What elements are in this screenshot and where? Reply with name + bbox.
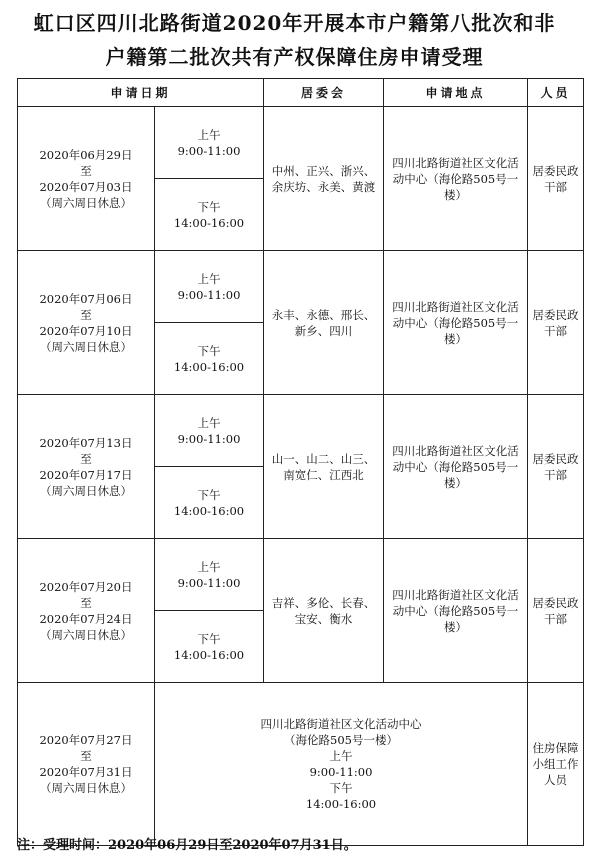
date-to: 2020年07月03日	[39, 179, 133, 194]
morning-label: 上午	[197, 271, 221, 286]
location-cell: 四川北路街道社区文化活动中心（海伦路505号一楼）	[384, 251, 528, 395]
header-date: 申请日期	[18, 79, 264, 107]
header-location: 申请地点	[384, 79, 528, 107]
date-to-word: 至	[80, 163, 92, 178]
location-cell: 四川北路街道社区文化活动中心（海伦路505号一楼）	[384, 107, 528, 251]
table-row	[18, 395, 584, 467]
afternoon-label: 下午	[197, 487, 221, 502]
morning-slot	[155, 107, 264, 179]
committee-cell: 吉祥、多伦、长春、宝安、衡水	[264, 539, 384, 683]
date-to-word: 至	[80, 451, 92, 466]
afternoon-time: 14:00-16:00	[173, 215, 245, 230]
date-note: （周六周日休息）	[40, 627, 132, 642]
date-from: 2020年07月20日	[39, 579, 133, 594]
date-to: 2020年07月17日	[39, 467, 133, 482]
morning-slot	[155, 251, 264, 323]
morning-time: 9:00-11:00	[177, 143, 241, 158]
morning-label: 上午	[197, 415, 221, 430]
location-cell: 四川北路街道社区文化活动中心（海伦路505号一楼）	[384, 539, 528, 683]
date-range-cell	[18, 107, 155, 251]
table-row	[18, 539, 584, 611]
afternoon-slot	[155, 467, 264, 539]
date-range-cell	[18, 251, 155, 395]
date-to: 2020年07月31日	[39, 765, 133, 779]
afternoon-slot	[155, 323, 264, 395]
table-row	[18, 683, 584, 846]
date-range-cell	[18, 683, 155, 846]
morning-slot	[155, 395, 264, 467]
date-from: 2020年07月27日	[39, 733, 133, 747]
afternoon-time: 14:00-16:00	[305, 797, 377, 811]
date-from: 2020年07月13日	[39, 435, 133, 450]
afternoon-label: 下午	[329, 781, 353, 795]
staff-cell: 住房保障小组工作人员	[528, 683, 584, 846]
title-line-2: 户籍第二批次共有产权保障住房申请受理	[105, 45, 484, 69]
afternoon-label: 下午	[197, 199, 221, 214]
merged-location-time-cell	[155, 683, 528, 846]
morning-label: 上午	[197, 559, 221, 574]
document-title	[0, 6, 589, 74]
footnote: 注：受理时间：2020年06月29日至2020年07月31日。	[17, 838, 357, 853]
afternoon-time: 14:00-16:00	[173, 359, 245, 374]
header-committee: 居委会	[264, 79, 384, 107]
morning-time: 9:00-11:00	[177, 431, 241, 446]
date-note: （周六周日休息）	[40, 195, 132, 210]
table-row	[18, 251, 584, 323]
date-to: 2020年07月24日	[39, 611, 133, 626]
committee-cell: 永丰、永德、邢长、新乡、四川	[264, 251, 384, 395]
header-staff: 人员	[528, 79, 584, 107]
location-cell: 四川北路街道社区文化活动中心（海伦路505号一楼）	[384, 395, 528, 539]
committee-cell: 中州、正兴、浙兴、余庆坊、永美、黄渡	[264, 107, 384, 251]
date-from: 2020年07月06日	[39, 291, 133, 306]
date-note: （周六周日休息）	[40, 339, 132, 354]
location-line-2: （海伦路505号一楼）	[284, 733, 398, 747]
morning-slot	[155, 539, 264, 611]
committee-cell: 山一、山二、山三、南宽仁、江西北	[264, 395, 384, 539]
staff-cell: 居委民政干部	[528, 539, 584, 683]
table-row	[18, 107, 584, 179]
afternoon-label: 下午	[197, 343, 221, 358]
date-note: （周六周日休息）	[40, 483, 132, 498]
afternoon-slot	[155, 179, 264, 251]
date-to-word: 至	[80, 749, 92, 763]
date-to-word: 至	[80, 595, 92, 610]
afternoon-time: 14:00-16:00	[173, 503, 245, 518]
staff-cell: 居委民政干部	[528, 395, 584, 539]
morning-label: 上午	[197, 127, 221, 142]
staff-cell: 居委民政干部	[528, 251, 584, 395]
afternoon-slot	[155, 611, 264, 683]
date-range-cell	[18, 539, 155, 683]
table-header-row	[18, 79, 584, 107]
morning-time: 9:00-11:00	[177, 575, 241, 590]
schedule-table	[17, 78, 584, 846]
morning-time: 9:00-11:00	[309, 765, 373, 779]
location-line-1: 四川北路街道社区文化活动中心	[260, 717, 422, 731]
date-note: （周六周日休息）	[40, 781, 132, 795]
date-to: 2020年07月10日	[39, 323, 133, 338]
afternoon-time: 14:00-16:00	[173, 647, 245, 662]
date-range-cell	[18, 395, 155, 539]
morning-time: 9:00-11:00	[177, 287, 241, 302]
afternoon-label: 下午	[197, 631, 221, 646]
morning-label: 上午	[329, 749, 353, 763]
date-to-word: 至	[80, 307, 92, 322]
title-line-1: 虹口区四川北路街道2020年开展本市户籍第八批次和非	[33, 11, 556, 35]
staff-cell: 居委民政干部	[528, 107, 584, 251]
date-from: 2020年06月29日	[39, 147, 133, 162]
